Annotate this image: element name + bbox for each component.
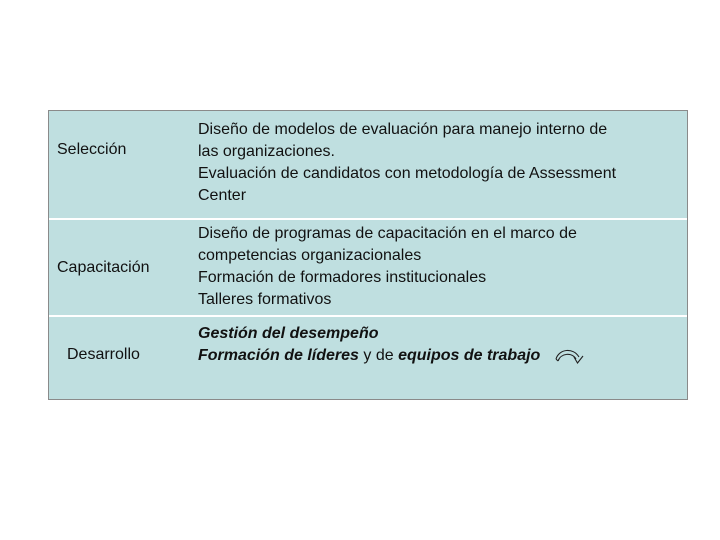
- description-capacitacion: [198, 223, 678, 311]
- description-seleccion: [198, 119, 678, 207]
- description-line: Center: [198, 187, 247, 204]
- description-line: las organizaciones.: [198, 143, 335, 160]
- description-line: Evaluación de candidatos con metodología de Assessment: [198, 165, 617, 182]
- description-line: Diseño de programas de capacitación en el marco de: [198, 225, 577, 242]
- table-row-desarrollo: [49, 317, 687, 399]
- description-line: competencias organizacionales: [198, 247, 422, 264]
- category-label-capacitacion: Capacitación: [57, 259, 150, 276]
- services-table: [48, 110, 688, 400]
- description-line: Talleres formativos: [198, 291, 332, 308]
- curved-arrow-icon[interactable]: [553, 345, 587, 367]
- description-line: Formación de formadores institucionales: [198, 269, 487, 286]
- category-label-desarrollo: Desarrollo: [67, 346, 140, 363]
- table-row-seleccion: [49, 111, 687, 218]
- teams-text: equipos de trabajo: [398, 347, 541, 365]
- category-label-seleccion: Selección: [57, 141, 127, 158]
- description-desarrollo: [198, 323, 678, 367]
- performance-management-text: Gestión del desempeño: [198, 325, 379, 342]
- leaders-training-line: [198, 345, 678, 367]
- table-row-capacitacion: [49, 220, 687, 315]
- leaders-training-text: Formación de líderes: [198, 347, 359, 365]
- connector-text: y de: [358, 347, 399, 365]
- description-line: Diseño de modelos de evaluación para manejo interno de: [198, 121, 608, 138]
